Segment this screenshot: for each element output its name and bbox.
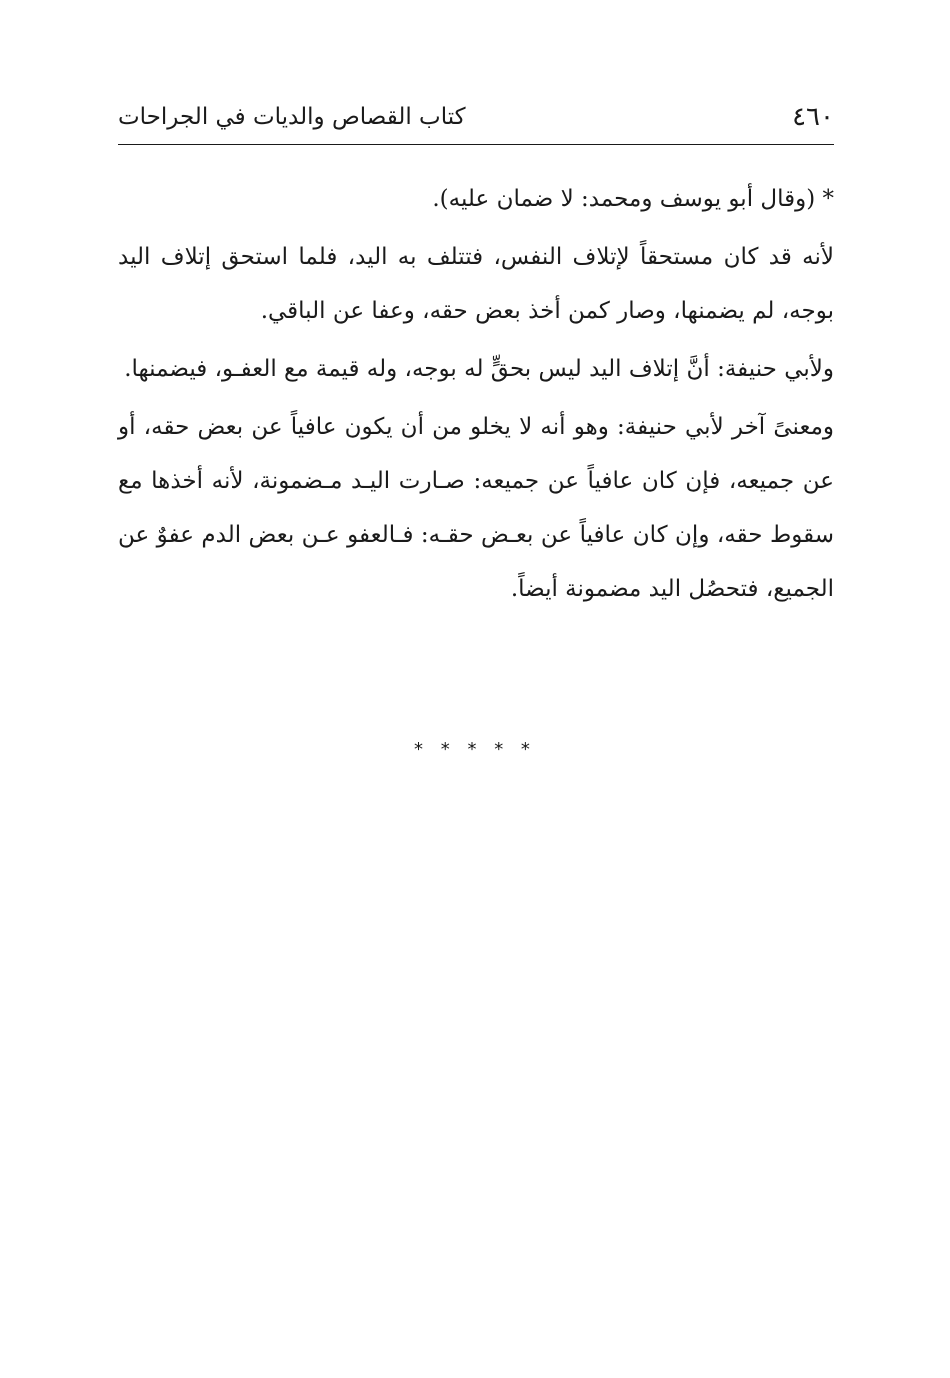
page-number: ٤٦٠ (792, 102, 834, 132)
paragraph-reasoning: لأنه قد كان مستحقاً لإتلاف النفس، فتتلف به اليد، فلما استحق إتلاف اليد بوجه، لم يضمنها، وصار كمن أخذ بعض حقه، وعفا عن الباقي. (118, 244, 834, 324)
running-title: كتاب القصاص والديات في الجراحات (118, 104, 466, 130)
paragraph-statement: * (وقال أبو يوسف ومحمد: لا ضمان عليه). (432, 186, 834, 212)
section-end-ornament: * * * * * (414, 739, 536, 760)
body-text (118, 172, 834, 620)
paragraph-abu-hanifa: ولأبي حنيفة: أنَّ إتلاف اليد ليس بحقٍّ له بوجه، وله قيمة مع العفـو، فيضمنها. (124, 356, 834, 382)
page-header (118, 98, 834, 145)
paragraph-another-meaning: ومعنىً آخر لأبي حنيفة: وهو أنه لا يخلو من أن يكون عافياً عن بعض حقه، أو عن جميعه، فإن كان عافياً عن جميعه: صـارت اليـد مـضمونة، لأنه أخذها مع سقوط حقه، وإن كان عافياً عن بعـض حقـه: فـالعفو عـن بعض الدم عفوٌ عن الجميع، فتحصُل اليد مضمونة أيضاً. (118, 414, 834, 602)
